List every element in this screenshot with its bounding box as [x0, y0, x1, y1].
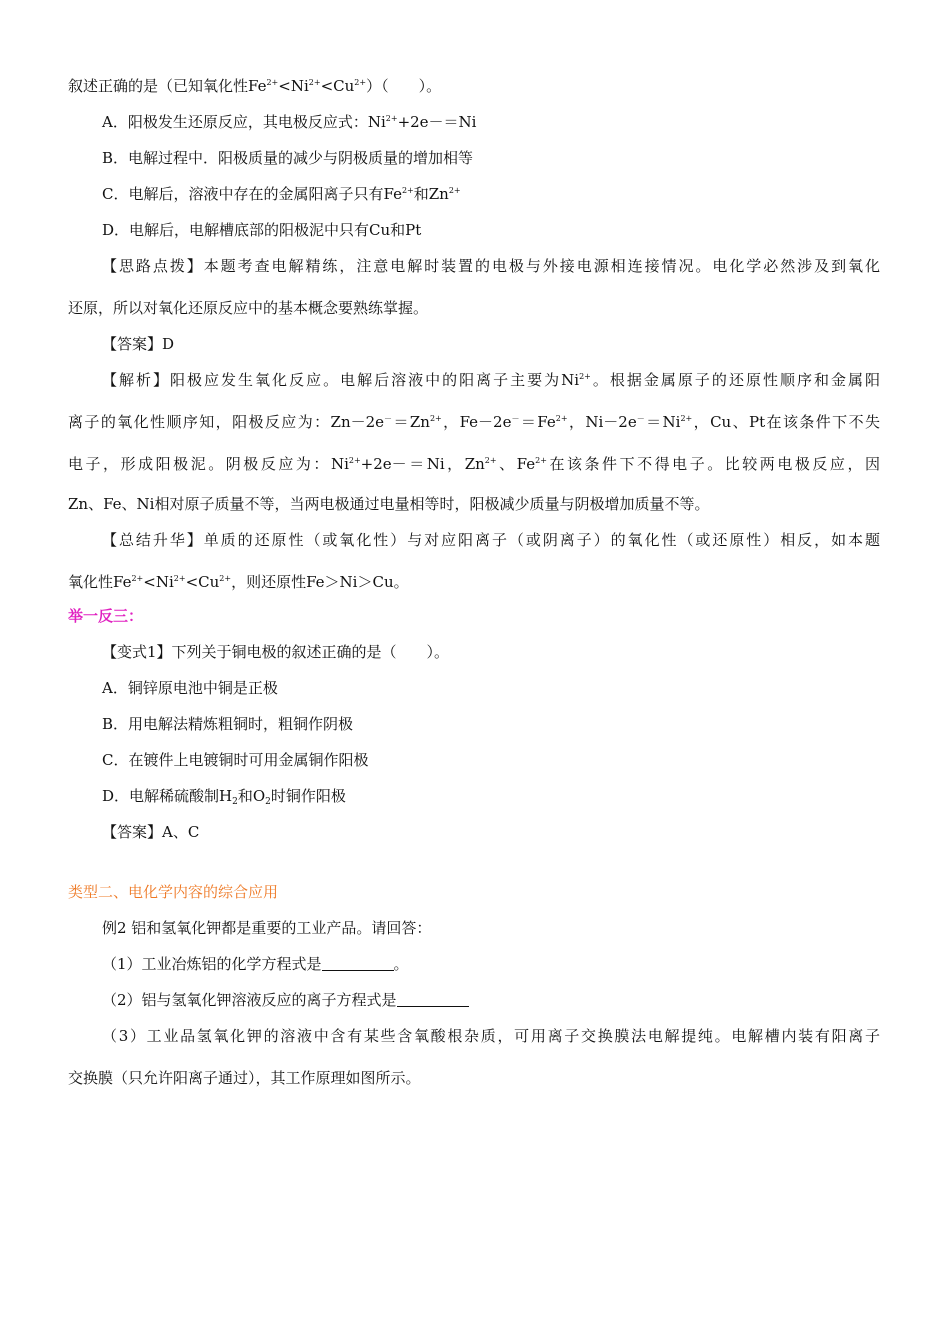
answer: 【答案】D	[102, 335, 175, 353]
example-2-q1: （1）工业冶炼铝的化学方程式是 。	[102, 955, 409, 973]
explanation-line-2: 离子的氧化性顺序知，阳极反应为：$Zn-2e^-=Zn^{2+}$，$Fe-2e^-=Fe^{2+}$，$Ni-2e^-=Ni^{2+}$，Cu、Pt在该条件下不失	[68, 413, 880, 431]
section-heading-drill: 举一反三：	[68, 607, 144, 625]
explanation-line-3: 电子，形成阳极泥。阴极反应为：$Ni^{2+}+2e-=Ni$，$Zn^{2+}$、$Fe^{2+}$在该条件下不得电子。比较两电极反应，因	[68, 455, 880, 473]
variant-question: 【变式1】下列关于铜电极的叙述正确的是（ ）。	[102, 643, 450, 661]
explanation-line-1: 【解析】阳极应发生氧化反应。电解后溶液中的阳离子主要为$Ni^{2+}$。根据金属原子的还原性顺序和金属阳	[102, 371, 880, 389]
explanation-line-4: Zn、Fe、Ni相对原子质量不等，当两电极通过电量相等时，阳极减少质量与阴极增加质量不等。	[68, 495, 710, 513]
question-stem: 叙述正确的是（已知氧化性$Fe^{2+}<Ni^{2+}<Cu^{2+}$）（ ）。	[68, 77, 442, 95]
option-c: C．电解后，溶液中存在的金属阳离子只有$Fe^{2+}$和$Zn^{2+}$	[102, 185, 461, 203]
variant-option-a: A．铜锌原电池中铜是正极	[102, 679, 278, 697]
option-d: D．电解后，电解槽底部的阳极泥中只有Cu和Pt	[102, 221, 422, 239]
hint-line-1: 【思路点拨】本题考查电解精练，注意电解时装置的电极与外接电源相连接情况。电化学必然涉及到氧化	[102, 257, 880, 275]
example-2-stem: 例2 铝和氢氧化钾都是重要的工业产品。请回答：	[102, 919, 432, 937]
option-a: A．阳极发生还原反应，其电极反应式：$Ni^{2+}+2e-=Ni$	[102, 113, 477, 131]
section-heading-type2: 类型二、电化学内容的综合应用	[68, 883, 279, 901]
option-b: B．电解过程中．阳极质量的减少与阴极质量的增加相等	[102, 149, 474, 167]
summary-line-2: 氧化性$Fe^{2+}<Ni^{2+}<Cu^{2+}$，则还原性Fe＞Ni＞Cu。	[68, 573, 409, 591]
answer-blank	[322, 956, 394, 971]
variant-option-c: C．在镀件上电镀铜时可用金属铜作阳极	[102, 751, 369, 769]
hint-line-2: 还原，所以对氧化还原反应中的基本概念要熟练掌握。	[68, 299, 429, 317]
example-2-q3-line-1: （3）工业品氢氧化钾的溶液中含有某些含氧酸根杂质，可用离子交换膜法电解提纯。电解槽内装有阳离子	[102, 1027, 880, 1045]
variant-option-b: B．用电解法精炼粗铜时，粗铜作阴极	[102, 715, 354, 733]
example-2-q3-line-2: 交换膜（只允许阳离子通过），其工作原理如图所示。	[68, 1069, 421, 1087]
summary-line-1: 【总结升华】单质的还原性（或氧化性）与对应阳离子（或阴离子）的氧化性（或还原性）相反，如本题	[102, 531, 880, 549]
variant-answer: 【答案】A、C	[102, 823, 200, 841]
answer-blank	[397, 992, 469, 1007]
variant-option-d: D．电解稀硫酸制$H_2$和$O_2$时铜作阳极	[102, 787, 346, 807]
example-2-q2: （2）铝与氢氧化钾溶液反应的离子方程式是	[102, 990, 469, 1010]
